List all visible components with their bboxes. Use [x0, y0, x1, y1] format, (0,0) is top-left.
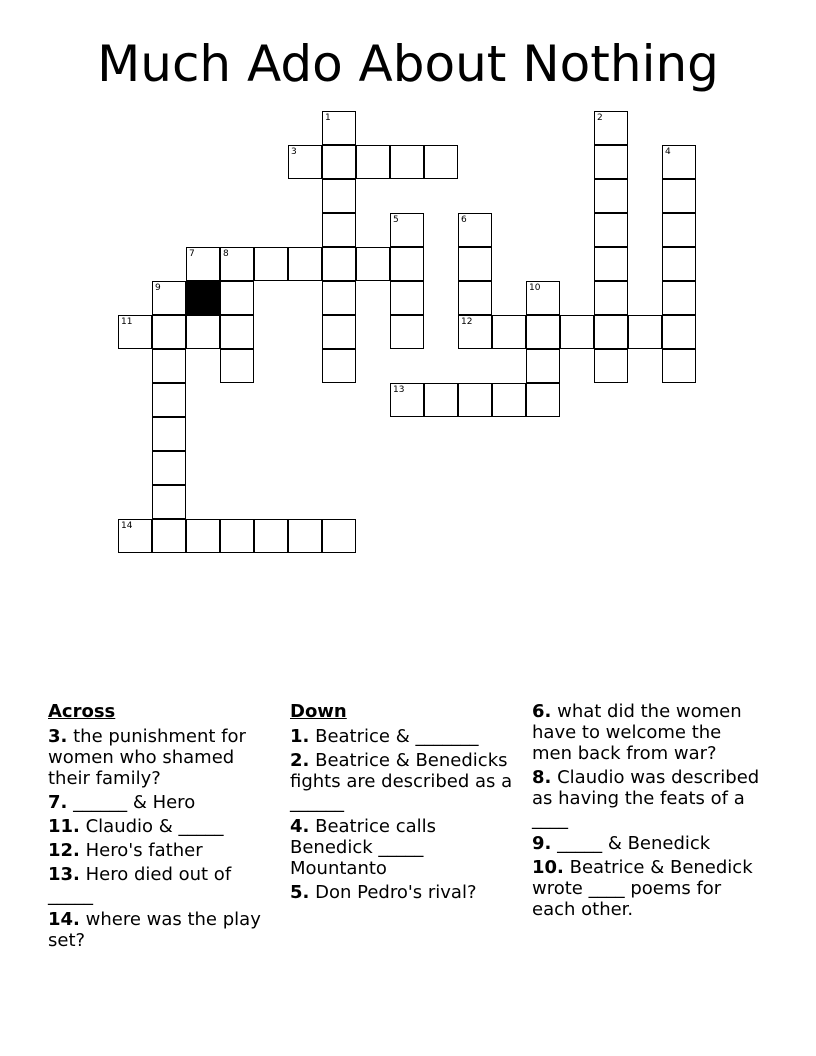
grid-cell[interactable]	[322, 213, 356, 247]
clue-label-number: 14.	[48, 909, 80, 930]
clue-text: Beatrice & Benedicks fights are described as a ______	[290, 750, 513, 813]
clue-item	[290, 882, 518, 903]
clue-label-number: 13.	[48, 864, 80, 885]
clue-label-number: 5.	[290, 882, 310, 903]
clue-text: _____ & Benedick	[551, 833, 711, 854]
grid-cell[interactable]	[662, 179, 696, 213]
clue-label-number: 2.	[290, 750, 310, 771]
clue-text: Don Pedro's rival?	[309, 882, 477, 903]
grid-cell[interactable]	[322, 247, 356, 281]
grid-cell[interactable]	[458, 213, 492, 247]
down-clues-continued	[532, 701, 760, 923]
clue-number: 2	[597, 113, 603, 123]
clue-number: 3	[291, 147, 297, 157]
clue-text: Hero's father	[79, 840, 203, 861]
clue-item	[290, 816, 518, 879]
grid-cell[interactable]	[220, 315, 254, 349]
down-clues	[290, 701, 518, 906]
grid-cell[interactable]	[322, 281, 356, 315]
clue-number: 10	[529, 283, 541, 293]
clue-item	[48, 840, 276, 861]
clue-label-number: 8.	[532, 767, 552, 788]
clue-item	[48, 816, 276, 837]
grid-cell[interactable]	[662, 247, 696, 281]
grid-cell[interactable]	[594, 281, 628, 315]
grid-cell[interactable]	[186, 519, 220, 553]
clue-number: 1	[325, 113, 331, 123]
clue-label-number: 11.	[48, 816, 80, 837]
clue-item	[290, 726, 518, 747]
grid-cell[interactable]	[526, 315, 560, 349]
clue-item	[48, 909, 276, 951]
clue-item	[290, 750, 518, 813]
grid-cell[interactable]	[594, 349, 628, 383]
grid-cell[interactable]	[424, 383, 458, 417]
grid-cell[interactable]	[288, 519, 322, 553]
clue-text: Beatrice & _______	[309, 726, 479, 747]
grid-cell[interactable]	[186, 315, 220, 349]
grid-cell[interactable]	[322, 315, 356, 349]
grid-cell[interactable]	[390, 315, 424, 349]
grid-cell[interactable]	[390, 213, 424, 247]
grid-cell[interactable]	[152, 281, 186, 315]
grid-cell[interactable]	[526, 349, 560, 383]
grid-cell[interactable]	[254, 519, 288, 553]
clue-label-number: 10.	[532, 857, 564, 878]
clue-item	[532, 767, 760, 830]
grid-cell[interactable]	[560, 315, 594, 349]
grid-cell[interactable]	[390, 383, 424, 417]
grid-cell[interactable]	[152, 451, 186, 485]
grid-cell[interactable]	[390, 281, 424, 315]
grid-cell[interactable]	[424, 145, 458, 179]
clue-item	[48, 726, 276, 789]
grid-cell[interactable]	[594, 247, 628, 281]
grid-cell[interactable]	[118, 519, 152, 553]
clue-label-number: 12.	[48, 840, 80, 861]
clue-text: ______ & Hero	[67, 792, 196, 813]
grid-cell[interactable]	[220, 247, 254, 281]
grid-cell[interactable]	[322, 145, 356, 179]
grid-cell[interactable]	[492, 315, 526, 349]
clue-text: Claudio & _____	[79, 816, 224, 837]
grid-cell[interactable]	[594, 213, 628, 247]
grid-cell[interactable]	[458, 247, 492, 281]
puzzle-title: Much Ado About Nothing	[97, 35, 719, 93]
clue-number: 7	[189, 249, 195, 259]
clue-item	[48, 792, 276, 813]
grid-cell[interactable]	[594, 145, 628, 179]
grid-cell[interactable]	[662, 349, 696, 383]
grid-cell[interactable]	[526, 281, 560, 315]
clue-number: 8	[223, 249, 229, 259]
grid-cell[interactable]	[594, 179, 628, 213]
clue-label-number: 9.	[532, 833, 552, 854]
grid-cell[interactable]	[662, 315, 696, 349]
black-cell	[186, 281, 220, 315]
grid-cell[interactable]	[152, 315, 186, 349]
clue-item	[48, 864, 276, 906]
clue-number: 12	[461, 317, 473, 327]
clue-number: 9	[155, 283, 161, 293]
grid-cell[interactable]	[594, 111, 628, 145]
clue-item	[532, 857, 760, 920]
grid-cell[interactable]	[662, 213, 696, 247]
grid-cell[interactable]	[152, 383, 186, 417]
grid-cell[interactable]	[220, 349, 254, 383]
grid-cell[interactable]	[288, 247, 322, 281]
clue-number: 11	[121, 317, 133, 327]
across-heading: Across	[48, 701, 116, 722]
across-clues	[48, 701, 276, 954]
grid-cell[interactable]	[662, 145, 696, 179]
grid-cell[interactable]	[220, 519, 254, 553]
grid-cell[interactable]	[322, 519, 356, 553]
clue-number: 6	[461, 215, 467, 225]
grid-cell[interactable]	[220, 281, 254, 315]
clue-text: where was the play set?	[48, 909, 261, 951]
grid-cell[interactable]	[390, 247, 424, 281]
clue-label-number: 1.	[290, 726, 310, 747]
clue-number: 14	[121, 521, 133, 531]
grid-cell[interactable]	[356, 247, 390, 281]
clue-label-number: 4.	[290, 816, 310, 837]
grid-cell[interactable]	[152, 417, 186, 451]
grid-cell[interactable]	[458, 281, 492, 315]
grid-cell[interactable]	[152, 349, 186, 383]
clue-item	[532, 833, 760, 854]
clue-number: 13	[393, 385, 405, 395]
down-heading: Down	[290, 701, 347, 722]
grid-cell[interactable]	[322, 349, 356, 383]
clue-number: 4	[665, 147, 671, 157]
grid-cell[interactable]	[118, 315, 152, 349]
clue-text: Beatrice calls Benedick _____ Mountanto	[290, 816, 437, 879]
grid-cell[interactable]	[526, 383, 560, 417]
clue-number: 5	[393, 215, 399, 225]
clue-text: what did the women have to welcome the men back from war?	[532, 701, 742, 764]
grid-cell[interactable]	[662, 281, 696, 315]
clue-item	[532, 701, 760, 764]
grid-cell[interactable]	[492, 383, 526, 417]
clue-label-number: 6.	[532, 701, 552, 722]
grid-cell[interactable]	[186, 247, 220, 281]
grid-cell[interactable]	[152, 519, 186, 553]
clue-label-number: 3.	[48, 726, 68, 747]
clue-text: the punishment for women who shamed their family?	[48, 726, 246, 789]
grid-cell[interactable]	[152, 485, 186, 519]
grid-cell[interactable]	[254, 247, 288, 281]
grid-cell[interactable]	[628, 315, 662, 349]
clue-text: Hero died out of _____	[48, 864, 232, 906]
grid-cell[interactable]	[458, 383, 492, 417]
grid-cell[interactable]	[390, 145, 424, 179]
grid-cell[interactable]	[356, 145, 390, 179]
grid-cell[interactable]	[288, 145, 322, 179]
clue-text: Beatrice & Benedick wrote ____ poems for each other.	[532, 857, 753, 920]
clue-label-number: 7.	[48, 792, 68, 813]
grid-cell[interactable]	[594, 315, 628, 349]
grid-cell[interactable]	[458, 315, 492, 349]
grid-cell[interactable]	[322, 179, 356, 213]
clue-text: Claudio was described as having the feats of a ____	[532, 767, 760, 830]
grid-cell[interactable]	[322, 111, 356, 145]
